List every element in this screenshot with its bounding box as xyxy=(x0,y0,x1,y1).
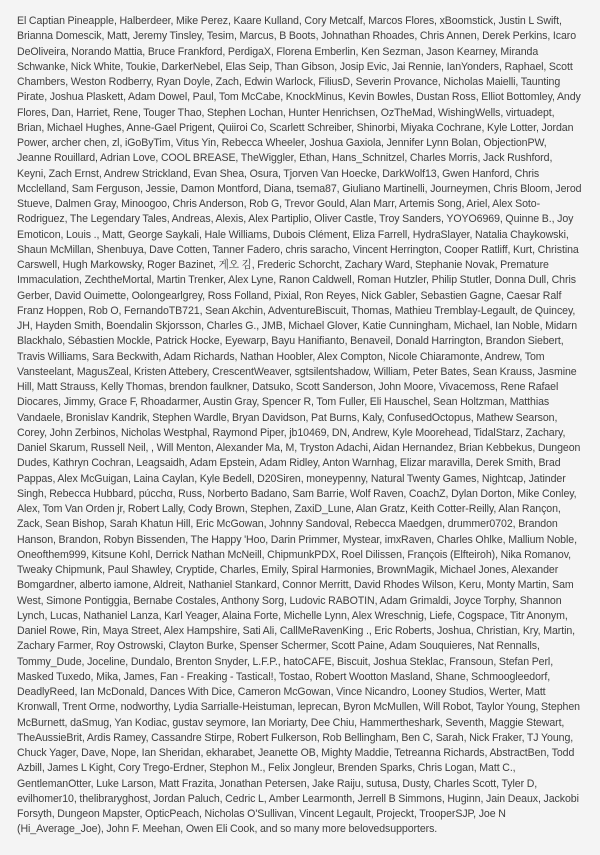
supporters-list: El Captian Pineapple, Halberdeer, Mike Perez, Kaare Kulland, Cory Metcalf, Marcos Flores, xBoomstick, Justin L Swift, Brianna Domescik, Matt, Jeremy Tinsley, Tesim, Marcus, B Boots, Johnathan Rhoades, Chris Annen, Derek Perkins, Icaro DeOliveira, Norando Mattia, Bruce Frankford, PerdigaX, Florena Emberlin, Ken Sezman, Jason Kearney, Miranda Schwanke, Nick White, Toukie, DarkerNebel, Elas Seip, Than Gibson, Josip Evic, Jai Rennie, IanYonders, Raphael, Scott Chambers, Weston Rodberry, Ryan Doyle, Zach, Edwin Warlock, FiliusD, Severin Provance, Nicholas Maielli, Taunting Pirate, Joshua Plaskett, Adam Dowel, Paul, Tom McCabe, KnockMinus, Kevin Bowles, Dustan Ross, Elliot Bottomley, Andy Flores, Dan, Harriet, Rene, Touger Thao, Stephen Lochan, Hunter Henrichsen, OzTheMad, WishingWells, virtuadept, Brian, Michael Hughes, Anne-Gael Prigent, Quiiroi Co, Scarlett Schreiber, Shinorbi, Miyaka Cochrane, Kyle Lotter, Jordan Power, archer chen, zl, iGoByTim, Vitus Yin, Rebecca Wheeler, Joshua Gaxiola, Jennifer Lynn Bolan, ObjectionPW, Jeanne Rouillard, Adrian Love, COOL BREASE, TheWiggler, Ethan, Hans_Schnitzel, Charles Morris, Jack Rushford, Keyni, Zach Ernst, Andrew Strickland, Evan Shea, Osura, Tjorven Van Hoecke, DarkWolf13, Gwen Hanford, Chris Mcclelland, Sam Ferguson, Jessie, Damon Montford, Diana, tsema87, Giuliano Martinelli, Journeymen, Chris Bloom, Jerod Stueve, Dalmen Gray, Minoogoo, Chris Anderson, Rob G, Trevor Gould, Alan Marr, Artemis Song, Ariel, Alex Soto-Rodriguez, The Legendary Tales, Andreas, Alexis, Alex Partiplio, Oliver Castle, Troy Sanders, YOYO6969, Quinne B., Joy Emoticon, Louis ., Matt, George Saykali, Hale Williams, Dubois Clément, Eliza Farrell, HydraSlayer, Natalia Chaykowski, Shaun McMillan, Shenbuya, Dave Cotten, Tanner Fadero, chris saracho, Vincent Herrington, Cooper Ratliff, Kurt, Christina Carswell, Hugh Markowsky, Roger Bazinet, 게오 김, Frederic Schorcht, Zachary Ward, Stephanie Novak, Premature Immaculation, ZechtheMortal, Martin Trenker, Alex Lyne, Ranon Caldwell, Roman Hutzler, Philip Stutler, Donna Dull, Chris Gerber, David Ouimette, Oolongearlgrey, Ross Folland, Pixial, Ron Reyes, Nick Gabler, Sebastien Gagne, Caesar Ralf Franz Hoppen, Rob O, FernandoTB721, Sean Akchin, AdventureBiscuit, Thomas, Mathieu Tremblay-Legault, de Quincey, JH, Hayden Smith, Boendalin Skjorsson, Charles G., JMB, Michael Glover, Katie Cunningham, Michael, Ian Noble, Midarn Blackhalo, Sébastien Mockle, Patrick Hocke, Eyewarp, Bayu Hanifianto, Benaveil, Donald Harrington, Brandon Siebert, Travis Williams, Sara Beckwith, Adam Richards, Nathan Hoobler, Alex Compton, Nicole Chiaramonte, Andrew, Tom Vansteelant, MagusZeal, Kristen Attebery, CrescentWeaver, sgtsilentshadow, William, Peter Bates, Sean Krauss, Jasmine Hill, Matt Strauss, Kelly Thomas, brendon faulkner, Datsuko, Scott Sanderson, John Moore, Vivacemoss, Rene Rafael Diocares, Jimmy, Grace F, Rhoadarmer, Austin Gray, Spencer R, Tom Fuller, Eli Hauschel, Sean Holtzman, Matthias Vandaele, Bronislav Kandrik, Stephen Wardle, Bryan Davidson, Pat Burns, Kaly, ConfusedOctopus, Mathew Searson, Corey, John Zerbinos, Nicholas Westphal, Raymond Piper, jb10469, DN, Andrew, Kyle Moorehead, TidalStarz, Zachary, Daniel Skarum, Russell Neil, , Will Menton, Alexander Ma, M, Tryston Adachi, Aidan Hernandez, Brian Kebbekus, Dungeon Dudes, Kathryn Cochran, Leagsaidh, Adam Epstein, Adam Ridley, Anton Warnhag, Elizar maravilla, Derek Smith, Brad Pappas, Alex McGuigan, Laina Caylan, Kyle Bedell, D20Siren, moneypenny, Natural Twenty Games, Nightcap, Jatinder Singh, Rebecca Hubbard, púcchα, Russ, Norberto Badano, Sam Barrie, Wolf Raven, CoachZ, Dylan Dorton, Mike Conley, Alex, Tom Van Orden jr, Robert Lally, Cody Brown, Stephen, ZaxiD_Lune, Alan Gratz, Keith Cotter-Reilly, Alan Rançon, Zack, Sean Bishop, Sarah Khatun Hill, Eric McGowan, Johnny Sandoval, Rebecca Maedgen, drummer0702, Brandon Hanson, Brandon, Robyn Bissenden, The Happy 'Hoo, Darin Primmer, Mystear, imxRaven, Charles Ohlke, Mallium Noble, Oneofthem999, Kitsune Kohl, Derrick Nathan McNeill, ChipmunkPDX, Roel Dilissen, François (Elfteiroh), Nika Romanov, Tweaky Chipmunk, Paul Shawley, Cryptide, Charles, Emily, Spiral Harmonies, BrownMagik, Michael Jones, Alexander Bomgardner, alberto iamone, Aldreit, Nathaniel Stankard, Connor Merritt, David Rhodes Wilson, Keru, Monty Martin, Sam West, Simone Pontiggia, Bernabe Costales, Anthony Sorg, Ludovic RABOTIN, Adam Grimaldi, Joyce Torphy, Shannon Lynch, Lucas, Nathaniel Lanza, Karl Yeager, Alaina Forte, Michelle Lynn, Alex Wreschnig, Liefe, Cogspace, Titr Anonym, Daniel Rowe, Rin, Maya Street, Alex Hampshire, Sati Ali, CallMeRavenKing ., Eric Roberts, Joshua, Christian, Kry, Martin, Zachary Farmer, Roy Ostrowski, Clayton Burke, Spenser Schermer, Scott Paine, Adam Souquieres, Nat Rennalls, Tommy_Dude, Joceline, Dundalo, Brenton Snyder, L.F.P., hatoCAFE, Biscuit, Joshua Steklac, Fransoun, Stefan Perl, Masked Tuxedo, Mika, James, Fan - Freaking - Tastical!, Tostao, Robert Wootton Masland, Shane, Schmoogleedorf, DeadlyReed, Ian McDonald, Dances With Dice, Cameron McGowan, Vince Nicandro, Looney Studios, Werter, Matt Kronwall, Trent Orme, nodworthy, Lydia Sarrialle-Heistuman, leprecan, Byron McMullen, Will Robot, Taylor Young, Stephen McBurnett, daSmug, Yan Kodiac, gustav seymore, Ian Moriarty, Dee Chiu, Hammertheshark, Seventh, Maggie Stewart, TheAussieBrit, Ardis Ramey, Cassandre Stirpe, Robert Fulkerson, Rob Bellingham, Ben C, Sarah, Nick Fraker, TJ Young, Chuck Yager, Dave, Nope, Ian Sheridan, ekharabet, Jeanette OB, Mighty Maddie, Tetreanna Richards, AbstractBen, Todd Azbill, James L Kight, Cory Trego-Erdner, Stephon M., Felix Jongleur, Brenden Sparks, Chris Logan, Matt C., GentlemanOtter, Luke Larson, Matt Frazita, Jonathan Petersen, Jake Raiju, sutusa, Dusty, Charles Scott, Tyler D, evilhomer10, thelibraryghost, Jordan Paluch, Cedric L, Amber Learmonth, Jerrell B Simmons, Huginn, Jain Deaux, Jackobi Forsyth, Dungeon Mapster, OpticPeach, Nicholas O'Sullivan, Vincent Legault, Projeckt, TrooperSJP, Joe N (Hi_Average_Joe), John F. Meehan, Owen Eli Cook, and so many more belovedsupporters. xyxy=(17,15,582,836)
